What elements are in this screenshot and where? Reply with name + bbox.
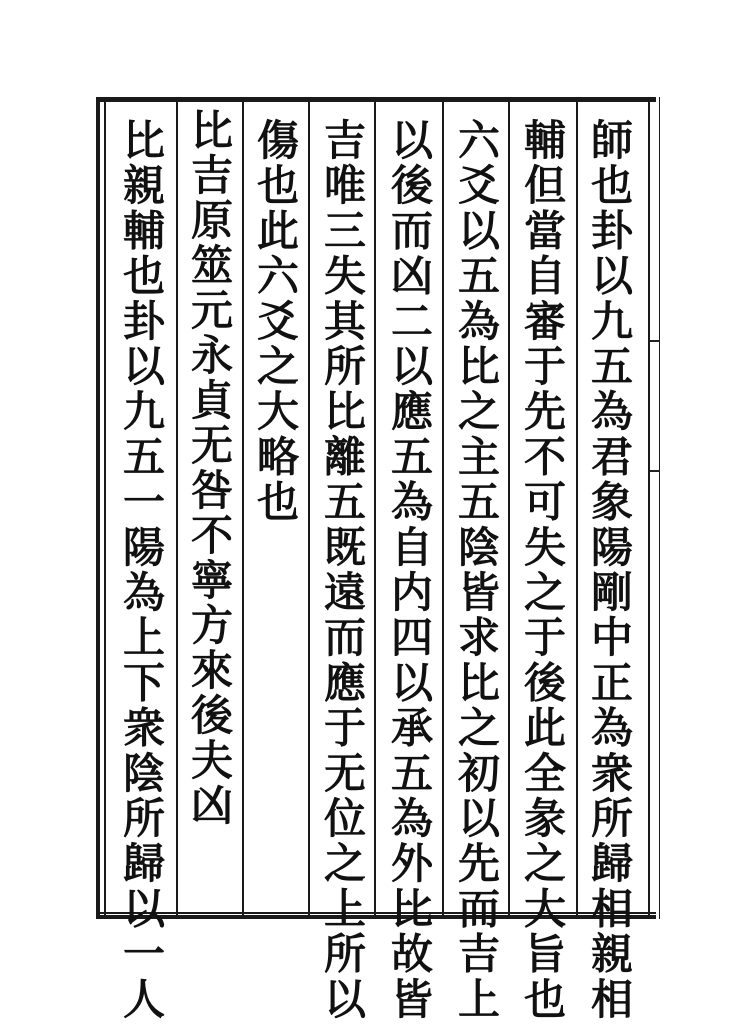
border-line-bottom xyxy=(96,912,656,914)
fold-mark xyxy=(650,340,660,342)
text-column-2: 輔但當自審于先不可失之于後此全彖之大旨也 xyxy=(518,118,567,1022)
page-border xyxy=(96,97,656,919)
text-column-5: 吉唯三失其所比離五既遠而應于无位之上所以 xyxy=(318,118,367,1022)
text-column-8: 比親輔也卦以九五一陽為上下衆陰所歸以一人 xyxy=(117,118,166,1022)
text-column-6: 傷也此六爻之大略也 xyxy=(251,118,300,525)
column-rule xyxy=(442,100,444,915)
center-fold-strip xyxy=(648,97,660,919)
column-rule xyxy=(176,100,178,915)
column-rule xyxy=(508,100,510,915)
fold-mark xyxy=(650,470,660,472)
column-rule xyxy=(374,100,376,915)
column-rule xyxy=(242,100,244,915)
text-column-3: 六爻以五為比之主五陰皆求比之初以先而吉上 xyxy=(452,118,501,1022)
text-column-1: 師也卦以九五為君象陽剛中正為衆所歸相親相 xyxy=(585,118,634,1022)
text-column-7: 比吉原筮元永貞无咎不寧方來後夫凶 xyxy=(185,108,234,828)
border-line-top xyxy=(96,100,656,102)
border-line-left xyxy=(104,97,106,919)
column-rule xyxy=(308,100,310,915)
column-rule xyxy=(576,100,578,915)
text-column-4: 以後而凶二以應五為自内四以承五為外比故皆 xyxy=(385,118,434,1022)
